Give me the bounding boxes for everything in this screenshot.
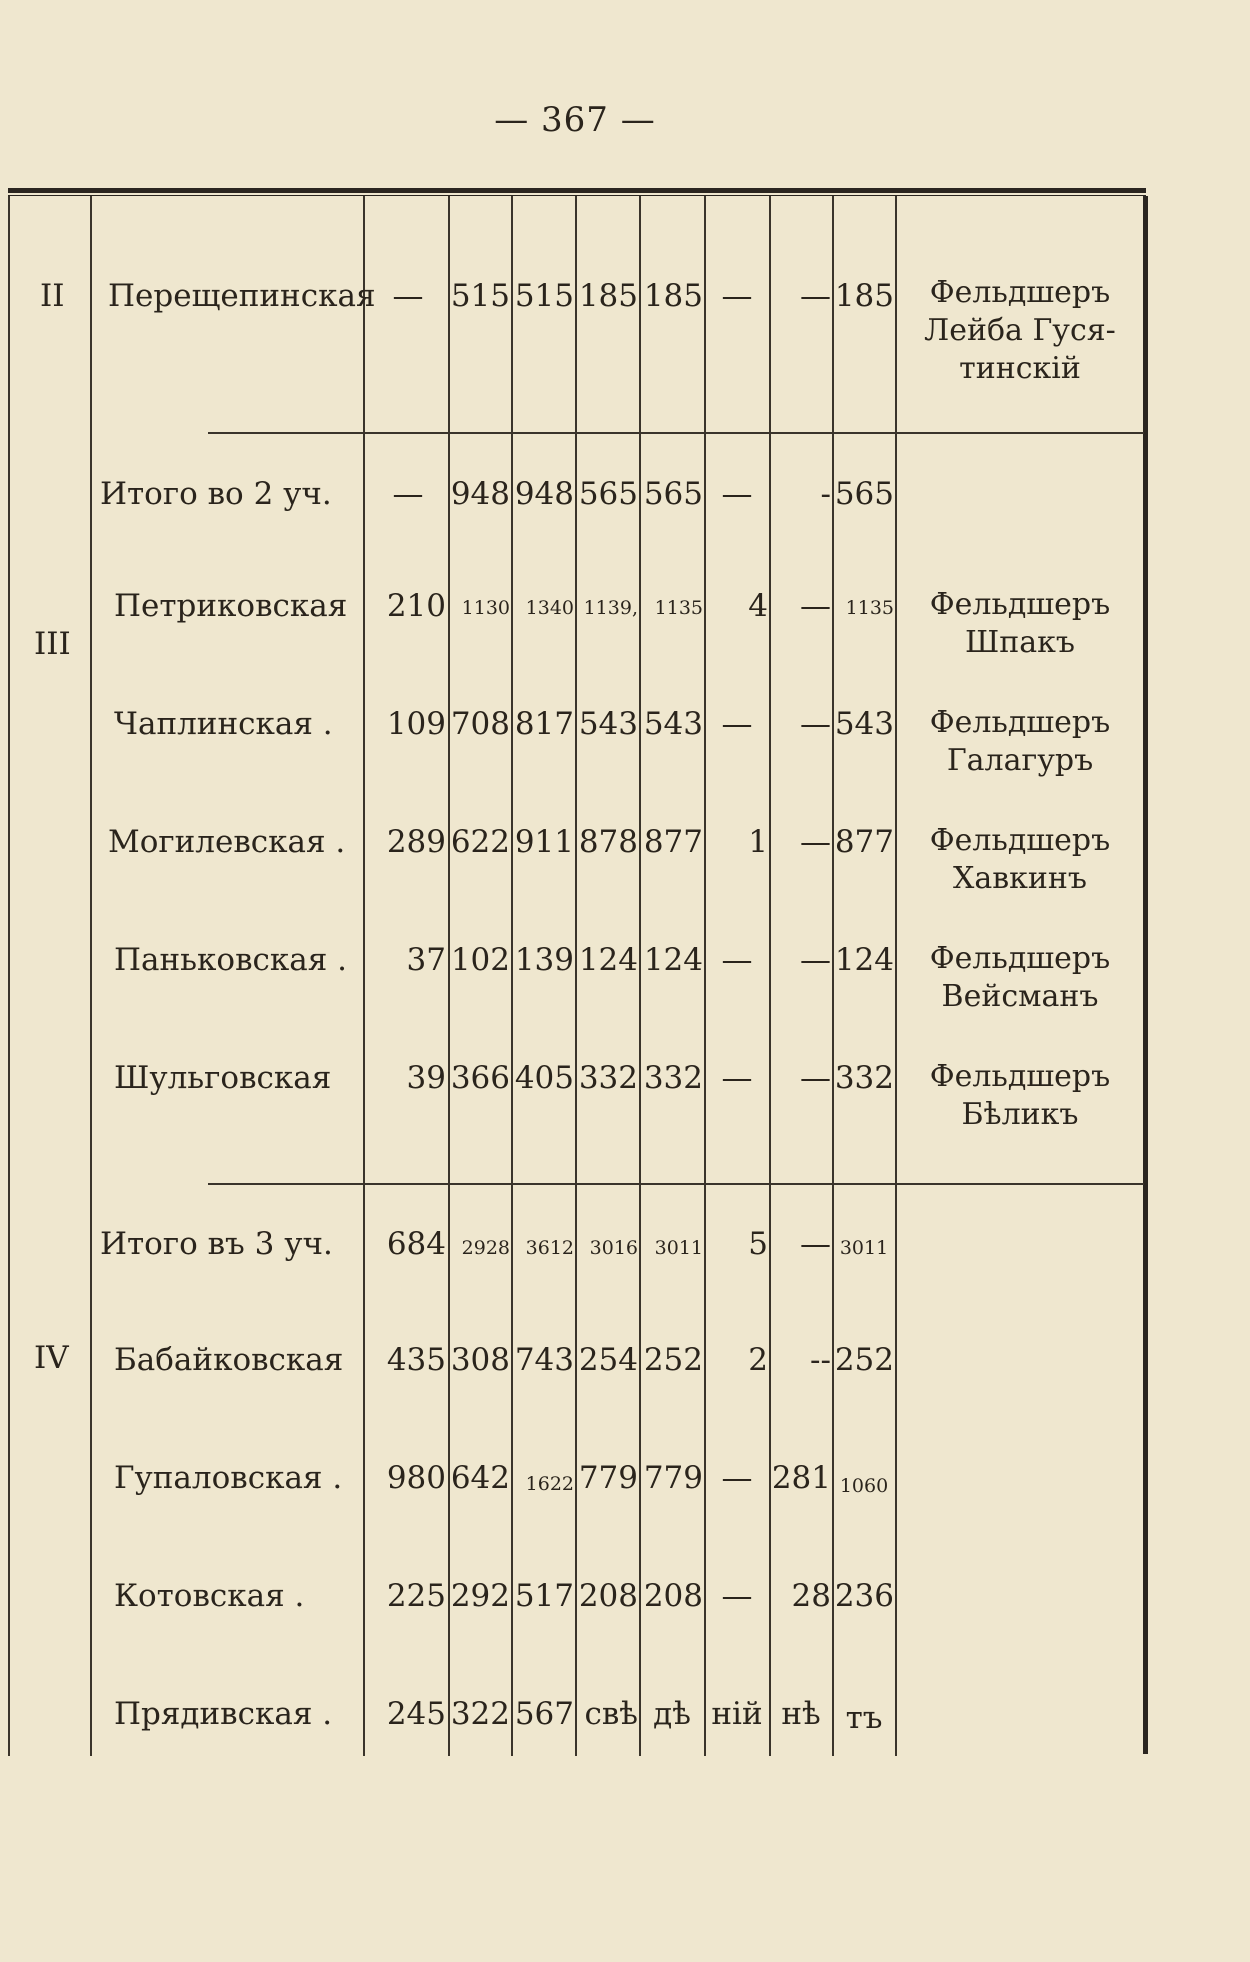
value-cell: — bbox=[392, 278, 424, 314]
value-cell: 28 bbox=[791, 1578, 831, 1614]
village-name: Прядивская . bbox=[114, 1696, 333, 1732]
value-cell: 1130 bbox=[461, 597, 510, 619]
value-cell: 185 bbox=[578, 278, 638, 314]
remark-cell bbox=[905, 586, 1135, 662]
remark-cell bbox=[905, 822, 1135, 898]
value-cell: 2 bbox=[748, 1342, 768, 1378]
value-cell: ній bbox=[711, 1696, 763, 1732]
value-cell: нѣ bbox=[781, 1696, 821, 1732]
value-cell: 281 bbox=[771, 1460, 831, 1496]
value-cell: 185 bbox=[834, 278, 894, 314]
value-cell: 245 bbox=[386, 1696, 446, 1732]
value-cell: 3016 bbox=[589, 1237, 638, 1259]
value-cell: — bbox=[800, 706, 831, 742]
value-cell: 109 bbox=[386, 706, 446, 742]
village-name: Итого во 2 уч. bbox=[100, 476, 332, 512]
value-cell: 1139, bbox=[583, 597, 638, 619]
village-name: Могилевская . bbox=[108, 824, 346, 860]
column-rule-right bbox=[1143, 196, 1148, 1754]
value-cell: 405 bbox=[514, 1060, 574, 1096]
value-cell: 980 bbox=[386, 1460, 446, 1496]
value-cell: 254 bbox=[578, 1342, 638, 1378]
value-cell: 124 bbox=[643, 942, 703, 978]
value-cell: — bbox=[800, 824, 831, 860]
remark-line: Шпакъ bbox=[965, 625, 1075, 660]
value-cell: -- bbox=[810, 1342, 831, 1378]
column-rule bbox=[895, 196, 897, 1756]
value-cell: — bbox=[800, 1060, 831, 1096]
remark-line: Фельдшеръ bbox=[929, 705, 1111, 740]
value-cell: 2928 bbox=[461, 1237, 510, 1259]
remark-cell bbox=[905, 940, 1135, 1016]
value-cell: 565 bbox=[643, 476, 703, 512]
value-cell: 208 bbox=[578, 1578, 638, 1614]
value-cell: 743 bbox=[514, 1342, 574, 1378]
remark-line: Фельдшеръ bbox=[929, 823, 1111, 858]
value-cell: — bbox=[721, 1060, 753, 1096]
value-cell: - bbox=[820, 476, 831, 512]
value-cell: 622 bbox=[450, 824, 510, 860]
remark-cell bbox=[905, 1058, 1135, 1134]
remark-line: Вейсманъ bbox=[941, 979, 1099, 1014]
village-name: Петриковская bbox=[114, 588, 348, 624]
value-cell: 124 bbox=[834, 942, 894, 978]
remark-line: Лейба Гуся- bbox=[924, 313, 1116, 348]
value-cell: 5 bbox=[748, 1226, 768, 1262]
value-cell: 543 bbox=[834, 706, 894, 742]
remark-line: Хавкинъ bbox=[953, 861, 1087, 896]
village-name: Итого въ 3 уч. bbox=[100, 1226, 333, 1262]
section-label: II bbox=[40, 278, 65, 314]
value-cell: 435 bbox=[386, 1342, 446, 1378]
value-cell: 3011 bbox=[839, 1237, 889, 1259]
remark-line: Фельдшеръ bbox=[929, 941, 1111, 976]
value-cell: 878 bbox=[578, 824, 638, 860]
value-cell: 139 bbox=[514, 942, 574, 978]
village-name: Паньковская . bbox=[114, 942, 348, 978]
value-cell: 911 bbox=[514, 824, 574, 860]
subtotal-rule bbox=[208, 1183, 1144, 1185]
value-cell: 1340 bbox=[525, 597, 574, 619]
remark-line: Фельдшеръ bbox=[929, 1059, 1111, 1094]
value-cell: 289 bbox=[386, 824, 446, 860]
value-cell: 236 bbox=[834, 1578, 894, 1614]
value-cell: — bbox=[721, 476, 753, 512]
value-cell: 124 bbox=[578, 942, 638, 978]
value-cell: — bbox=[721, 1578, 753, 1614]
value-cell: 1135 bbox=[845, 597, 894, 619]
value-cell: 252 bbox=[643, 1342, 703, 1378]
value-cell: 567 bbox=[514, 1696, 574, 1732]
value-cell: 3612 bbox=[525, 1237, 574, 1259]
subtotal-rule bbox=[208, 432, 1144, 434]
value-cell: 565 bbox=[578, 476, 638, 512]
remark-line: Галагуръ bbox=[946, 743, 1094, 778]
value-cell: свѣ bbox=[584, 1696, 638, 1732]
column-rule bbox=[363, 196, 365, 1756]
value-cell: 1135 bbox=[654, 597, 703, 619]
remark-line: Фельдшеръ bbox=[929, 275, 1111, 310]
village-name: Бабайковская bbox=[114, 1342, 344, 1378]
section-label: III bbox=[34, 626, 71, 662]
value-cell: 515 bbox=[450, 278, 510, 314]
value-cell: 322 bbox=[450, 1696, 510, 1732]
village-name: Котовская . bbox=[114, 1578, 305, 1614]
value-cell: 543 bbox=[578, 706, 638, 742]
remark-line: Бѣликъ bbox=[961, 1097, 1079, 1132]
value-cell: тъ bbox=[845, 1700, 883, 1736]
value-cell: 779 bbox=[643, 1460, 703, 1496]
value-cell: 877 bbox=[643, 824, 703, 860]
value-cell: 332 bbox=[834, 1060, 894, 1096]
value-cell: — bbox=[721, 942, 753, 978]
value-cell: — bbox=[800, 588, 831, 624]
village-name: Чаплинская . bbox=[114, 706, 333, 742]
value-cell: 39 bbox=[406, 1060, 446, 1096]
value-cell: 642 bbox=[450, 1460, 510, 1496]
value-cell: 708 bbox=[450, 706, 510, 742]
value-cell: 225 bbox=[386, 1578, 446, 1614]
value-cell: — bbox=[800, 1226, 831, 1262]
value-cell: 684 bbox=[386, 1226, 446, 1262]
value-cell: — bbox=[800, 942, 831, 978]
village-name: Гупаловская . bbox=[114, 1460, 343, 1496]
value-cell: 102 bbox=[450, 942, 510, 978]
value-cell: 1 bbox=[748, 824, 768, 860]
value-cell: 332 bbox=[643, 1060, 703, 1096]
table-top-rule bbox=[8, 188, 1146, 193]
value-cell: дѣ bbox=[653, 1696, 691, 1732]
value-cell: 877 bbox=[834, 824, 894, 860]
remark-line: Фельдшеръ bbox=[929, 587, 1111, 622]
value-cell: 4 bbox=[748, 588, 768, 624]
value-cell: 37 bbox=[406, 942, 446, 978]
column-rule bbox=[90, 196, 92, 1756]
section-label: IV bbox=[34, 1340, 69, 1376]
value-cell: 292 bbox=[450, 1578, 510, 1614]
value-cell: 543 bbox=[643, 706, 703, 742]
value-cell: 1060 bbox=[839, 1475, 889, 1497]
value-cell: 308 bbox=[450, 1342, 510, 1378]
value-cell: 3011 bbox=[654, 1237, 703, 1259]
column-rule bbox=[8, 196, 10, 1756]
table-top-rule-thin bbox=[8, 195, 1146, 196]
value-cell: 517 bbox=[514, 1578, 574, 1614]
value-cell: 565 bbox=[834, 476, 894, 512]
value-cell: — bbox=[721, 706, 753, 742]
value-cell: 948 bbox=[450, 476, 510, 512]
value-cell: 817 bbox=[514, 706, 574, 742]
value-cell: 779 bbox=[578, 1460, 638, 1496]
value-cell: — bbox=[721, 278, 753, 314]
village-name: Перещепинская bbox=[108, 278, 376, 314]
value-cell: 208 bbox=[643, 1578, 703, 1614]
remark-line: тинскій bbox=[959, 351, 1081, 386]
value-cell: 332 bbox=[578, 1060, 638, 1096]
remark-cell bbox=[905, 274, 1135, 388]
village-name: Шульговская bbox=[114, 1060, 332, 1096]
value-cell: — bbox=[721, 1460, 753, 1496]
value-cell: — bbox=[800, 278, 831, 314]
value-cell: 948 bbox=[514, 476, 574, 512]
remark-cell bbox=[905, 704, 1135, 780]
page-number: — 367 — bbox=[494, 100, 656, 140]
value-cell: — bbox=[392, 476, 424, 512]
value-cell: 210 bbox=[386, 588, 446, 624]
value-cell: 366 bbox=[450, 1060, 510, 1096]
value-cell: 252 bbox=[834, 1342, 894, 1378]
value-cell: 185 bbox=[643, 278, 703, 314]
statistics-table bbox=[8, 188, 1150, 1756]
value-cell: 515 bbox=[514, 278, 574, 314]
value-cell: 1622 bbox=[525, 1473, 574, 1495]
